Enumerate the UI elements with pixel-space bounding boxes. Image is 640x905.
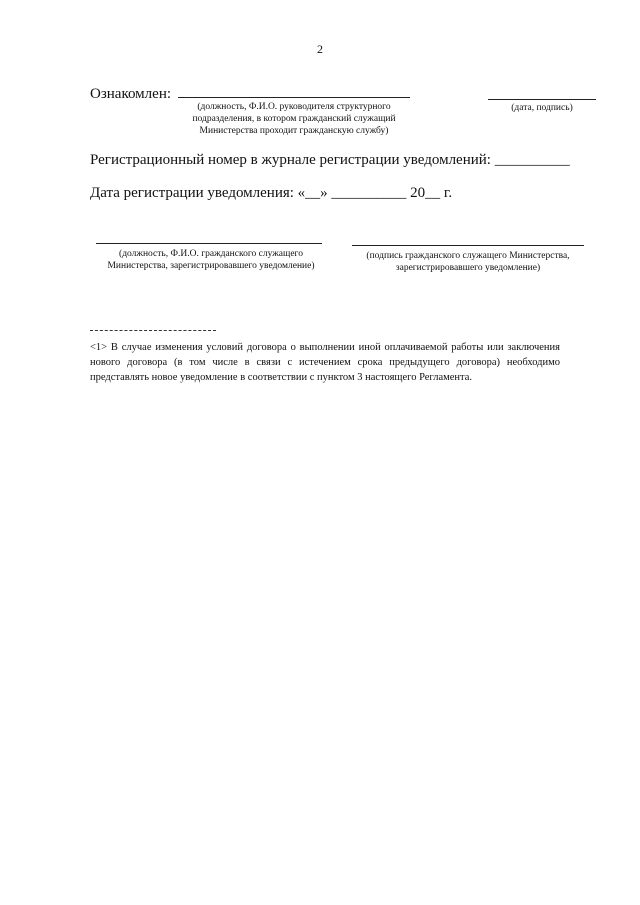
caption-line: Министерства проходит гражданскую службу) xyxy=(199,126,389,136)
acknowledged-label: Ознакомлен: xyxy=(90,86,172,102)
registrar-position-line xyxy=(96,243,322,244)
caption-line: (должность, Ф.И.О. руководителя структурного xyxy=(197,102,391,112)
acknowledged-signature-line xyxy=(178,97,410,98)
caption-line: подразделения, в котором гражданский служащий xyxy=(192,114,396,124)
caption-line: (подпись гражданского служащего Министерства, xyxy=(366,251,570,261)
registration-date-line: Дата регистрации уведомления: «__» __________ 20__ г. xyxy=(90,185,453,201)
acknowledged-date-line xyxy=(488,99,596,100)
acknowledged-position-caption xyxy=(168,101,420,137)
caption-line: Министерства, зарегистрировавшего уведомление) xyxy=(107,261,315,271)
footnote-separator xyxy=(90,330,216,331)
caption-line: (должность, Ф.И.О. гражданского служащего xyxy=(119,249,303,259)
page-number: 2 xyxy=(317,42,323,56)
registrar-position-caption xyxy=(86,248,336,272)
acknowledged-date-caption: (дата, подпись) xyxy=(511,103,573,113)
footnote-text: <1> В случае изменения условий договора о выполнении иной оплачиваемой работы или заключения нового договора (в том числе в связи с истечением срока предыдущего договора) необходимо представлять новое уведомление в соответствии с пунктом 3 настоящего Регламента. xyxy=(90,342,560,383)
registrar-signature-line xyxy=(352,245,584,246)
caption-line: зарегистрировавшего уведомление) xyxy=(395,263,541,273)
registrar-signature-caption xyxy=(344,250,592,274)
registration-number-line: Регистрационный номер в журнале регистрации уведомлений: __________ xyxy=(90,152,570,168)
